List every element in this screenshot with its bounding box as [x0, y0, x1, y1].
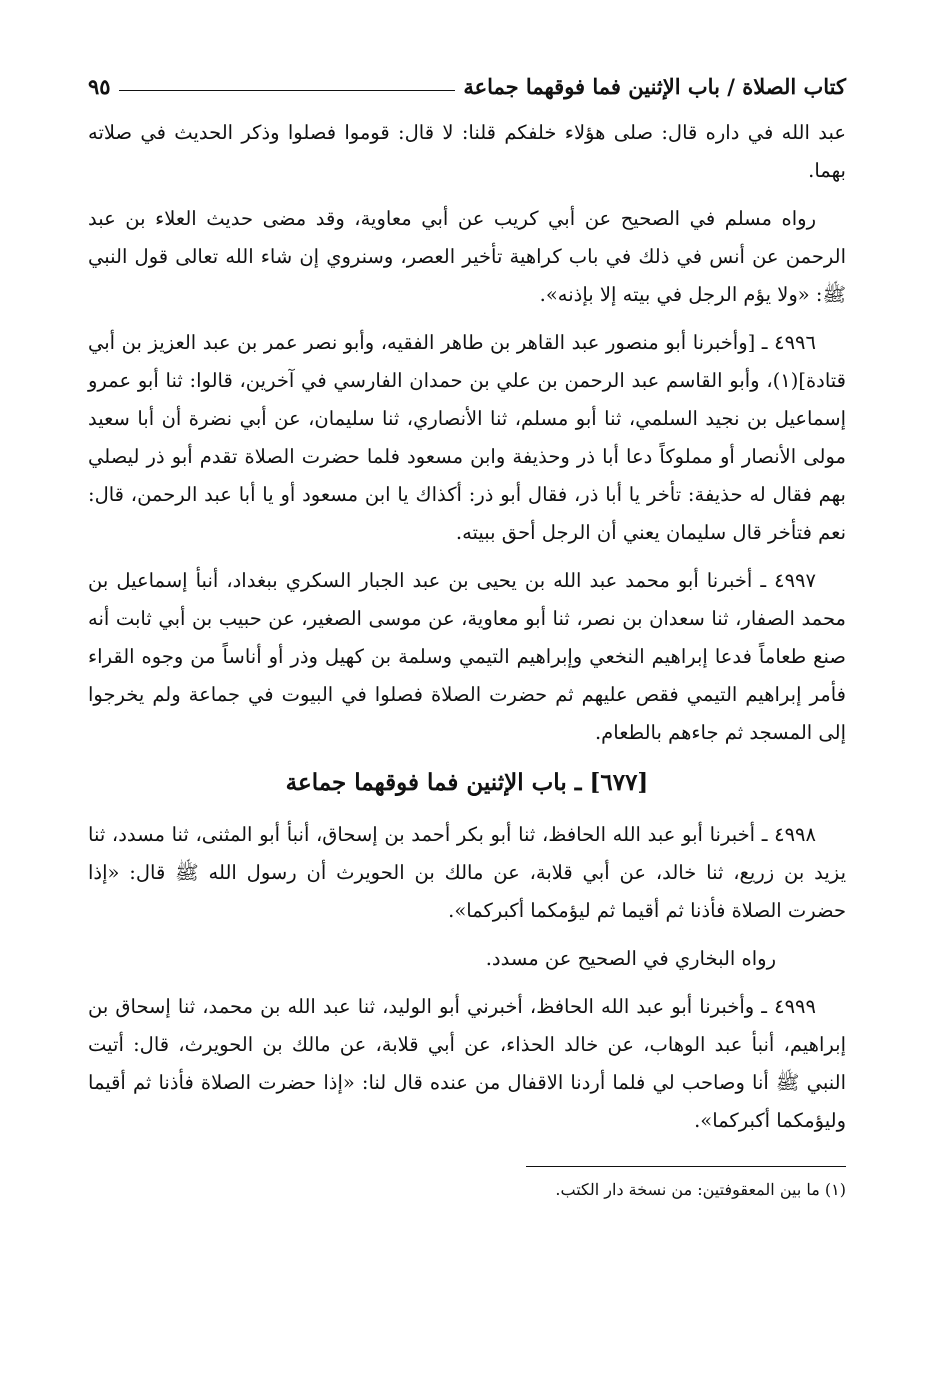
page-number: ٩٥	[88, 73, 111, 99]
footnote: (١) ما بين المعقوفتين: من نسخة دار الكتب.	[555, 1180, 846, 1199]
paragraph-hadith-4999: ٤٩٩٩ ـ وأخبرنا أبو عبد الله الحافظ، أخبرني أبو الوليد، ثنا عبد الله بن محمد، ثنا إسحاق بن إبراهيم، أنبأ عبد الوهاب، عن خالد الحذاء، عن أبي قلابة، عن مالك بن الحويرث، قال: أتيت النبي ﷺ أنا وصاحب لي فلما أردنا الاقفال من عنده قال لنا: «إذا حضرت الصلاة فأذنا ثم أقيما وليؤمكما أكبركما».	[88, 995, 846, 1132]
paragraph-hadith-4998: ٤٩٩٨ ـ أخبرنا أبو عبد الله الحافظ، ثنا أبو بكر أحمد بن إسحاق، أنبأ أبو المثنى، ثنا مسدد، ثنا يزيد بن زريع، ثنا خالد، عن أبي قلابة، عن مالك بن الحويرث أن رسول الله ﷺ قال: «إذا حضرت الصلاة فأذنا ثم أقيما ثم ليؤمكما أكبركما».	[88, 823, 846, 922]
section-title: [٦٧٧] ـ باب الإثنين فما فوقهما جماعة	[285, 769, 649, 796]
footnote-rule	[526, 1166, 846, 1167]
paragraph-continuation: عبد الله في داره قال: صلى هؤلاء خلفكم قلنا: لا قال: قوموا فصلوا وذكر الحديث في صلاته بهما.	[88, 121, 846, 182]
paragraph-riwayah-bukhari: رواه البخاري في الصحيح عن مسدد.	[485, 947, 776, 970]
header-rule	[119, 90, 456, 91]
running-title: كتاب الصلاة / باب الإثنين فما فوقهما جماعة	[463, 73, 846, 99]
page-header	[88, 66, 846, 106]
body-text	[88, 114, 846, 1140]
paragraph-riwayah-muslim: رواه مسلم في الصحيح عن أبي كريب عن أبي معاوية، وقد مضى حديث العلاء بن عبد الرحمن عن أنس في ذلك في باب كراهية تأخير العصر، وسنروي إن شاء الله تعالى قول النبي ﷺ: «ولا يؤم الرجل في بيته إلا بإذنه».	[88, 207, 846, 306]
paragraph-hadith-4996: ٤٩٩٦ ـ [وأخبرنا أبو منصور عبد القاهر بن طاهر الفقيه، وأبو نصر عمر بن عبد العزيز بن أبي قتادة](١)، وأبو القاسم عبد الرحمن بن علي بن حمدان الفارسي في آخرين، قالوا: ثنا أبو عمرو إسماعيل بن نجيد السلمي، ثنا أبو مسلم، ثنا الأنصاري، ثنا سليمان، عن أبي نضرة أن أبا سعيد مولى الأنصار أو مملوكاً دعا أبا ذر وحذيفة وابن مسعود فلما حضرت الصلاة تقدم أبو ذر ليصلي بهم فقال له حذيفة: تأخر يا أبا ذر، فقال أبو ذر: أكذاك يا ابن مسعود أو يا أبا عبد الرحمن، قال: نعم فتأخر قال سليمان يعني أن الرجل أحق ببيته.	[88, 331, 846, 544]
paragraph-hadith-4997: ٤٩٩٧ ـ أخبرنا أبو محمد عبد الله بن يحيى بن عبد الجبار السكري ببغداد، أنبأ إسماعيل بن محمد الصفار، ثنا سعدان بن نصر، ثنا أبو معاوية، عن موسى الصغير، عن حبيب بن أبي ثابت أنه صنع طعاماً فدعا إبراهيم النخعي وإبراهيم التيمي وسلمة بن كهيل وذر أو أناساً من وجوه القراء فأمر إبراهيم التيمي فقص عليهم ثم حضرت الصلاة فصلوا في البيوت في جماعة ولم يخرجوا إلى المسجد ثم جاءهم بالطعام.	[88, 569, 846, 744]
